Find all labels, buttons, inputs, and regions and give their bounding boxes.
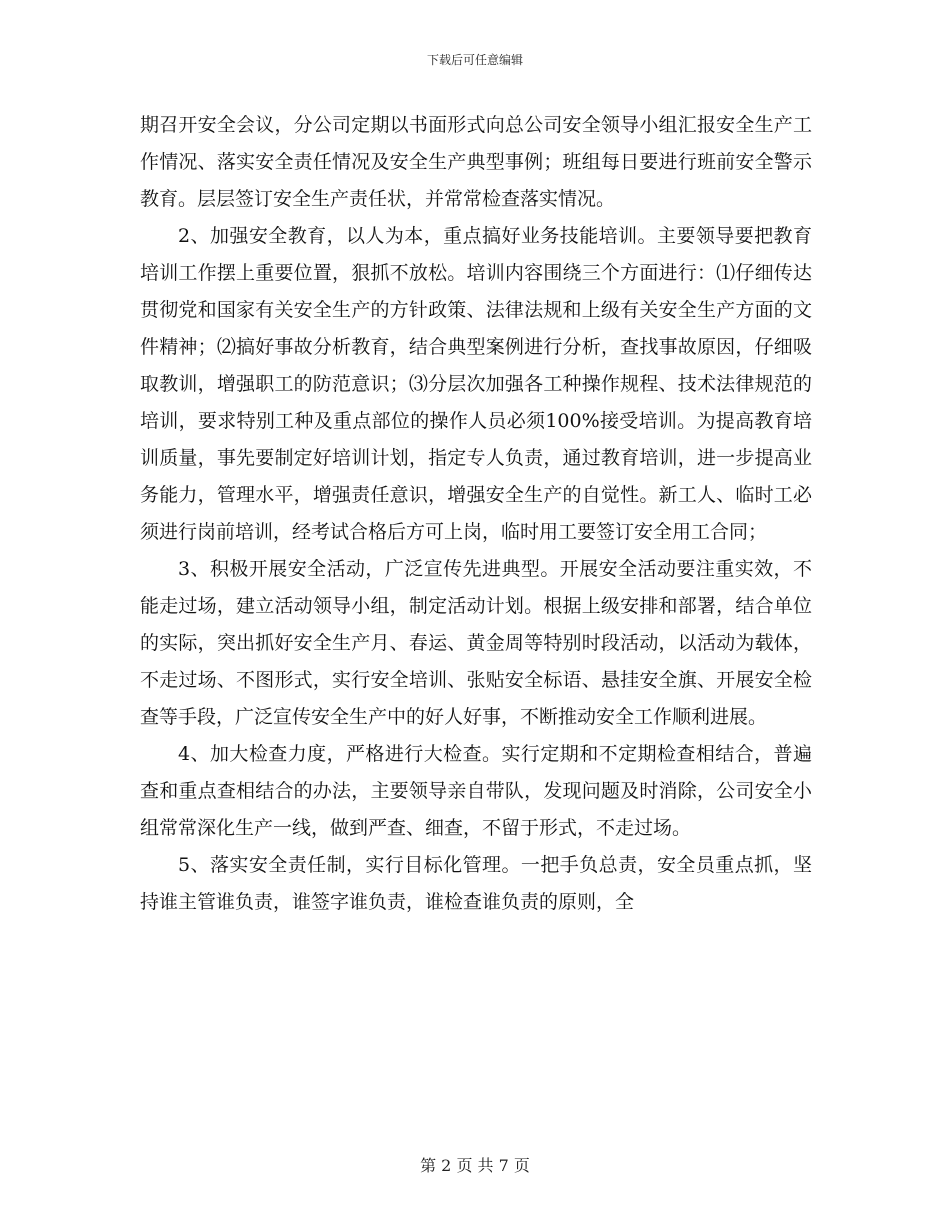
page-header-note: 下载后可任意编辑 [426, 53, 523, 67]
page-number: 第 2 页 共 7 页 [420, 1156, 530, 1175]
paragraph-4: 4、加大检查力度，严格进行大检查。实行定期和不定期检查相结合，普遍查和重点查相结合的办法，主要领导亲自带队，发现问题及时消除，公司安全小组常常深化生产一线，做到严查、细查，不留于形式，不走过场。 [140, 743, 812, 839]
paragraph-1: 期召开安全会议，分公司定期以书面形式向总公司安全领导小组汇报安全生产工作情况、落实安全责任情况及安全生产典型事例；班组每日要进行班前安全警示教育。层层签订安全生产责任状，并常常检查落实情况。 [140, 114, 812, 210]
document-body [140, 107, 812, 921]
paragraph-5: 5、落实安全责任制，实行目标化管理。一把手负总责，安全员重点抓，坚持谁主管谁负责，谁签字谁负责，谁检查谁负责的原则，全 [140, 854, 812, 913]
paragraph-2: 2、加强安全教育，以人为本，重点搞好业务技能培训。主要领导要把教育培训工作摆上重要位置，狠抓不放松。培训内容围绕三个方面进行：⑴仔细传达贯彻党和国家有关安全生产的方针政策、法律法规和上级有关安全生产方面的文件精神；⑵搞好事故分析教育，结合典型案例进行分析，查找事故原因，仔细吸取教训，增强职工的防范意识；⑶分层次加强各工种操作规程、技术法律规范的培训，要求特别工种及重点部位的操作人员必须100%接受培训。为提高教育培训质量，事先要制定好培训计划，指定专人负责，通过教育培训，进一步提高业务能力，管理水平，增强责任意识，增强安全生产的自觉性。新工人、临时工必须进行岗前培训，经考试合格后方可上岗，临时用工要签订安全用工合同； [140, 225, 812, 543]
paragraph-3: 3、积极开展安全活动，广泛宣传先进典型。开展安全活动要注重实效，不能走过场，建立活动领导小组，制定活动计划。根据上级安排和部署，结合单位的实际，突出抓好安全生产月、春运、黄金周等特别时段活动，以活动为载体，不走过场、不图形式，实行安全培训、张贴安全标语、悬挂安全旗、开展安全检查等手段，广泛宣传安全生产中的好人好事，不断推动安全工作顺利进展。 [140, 558, 812, 728]
